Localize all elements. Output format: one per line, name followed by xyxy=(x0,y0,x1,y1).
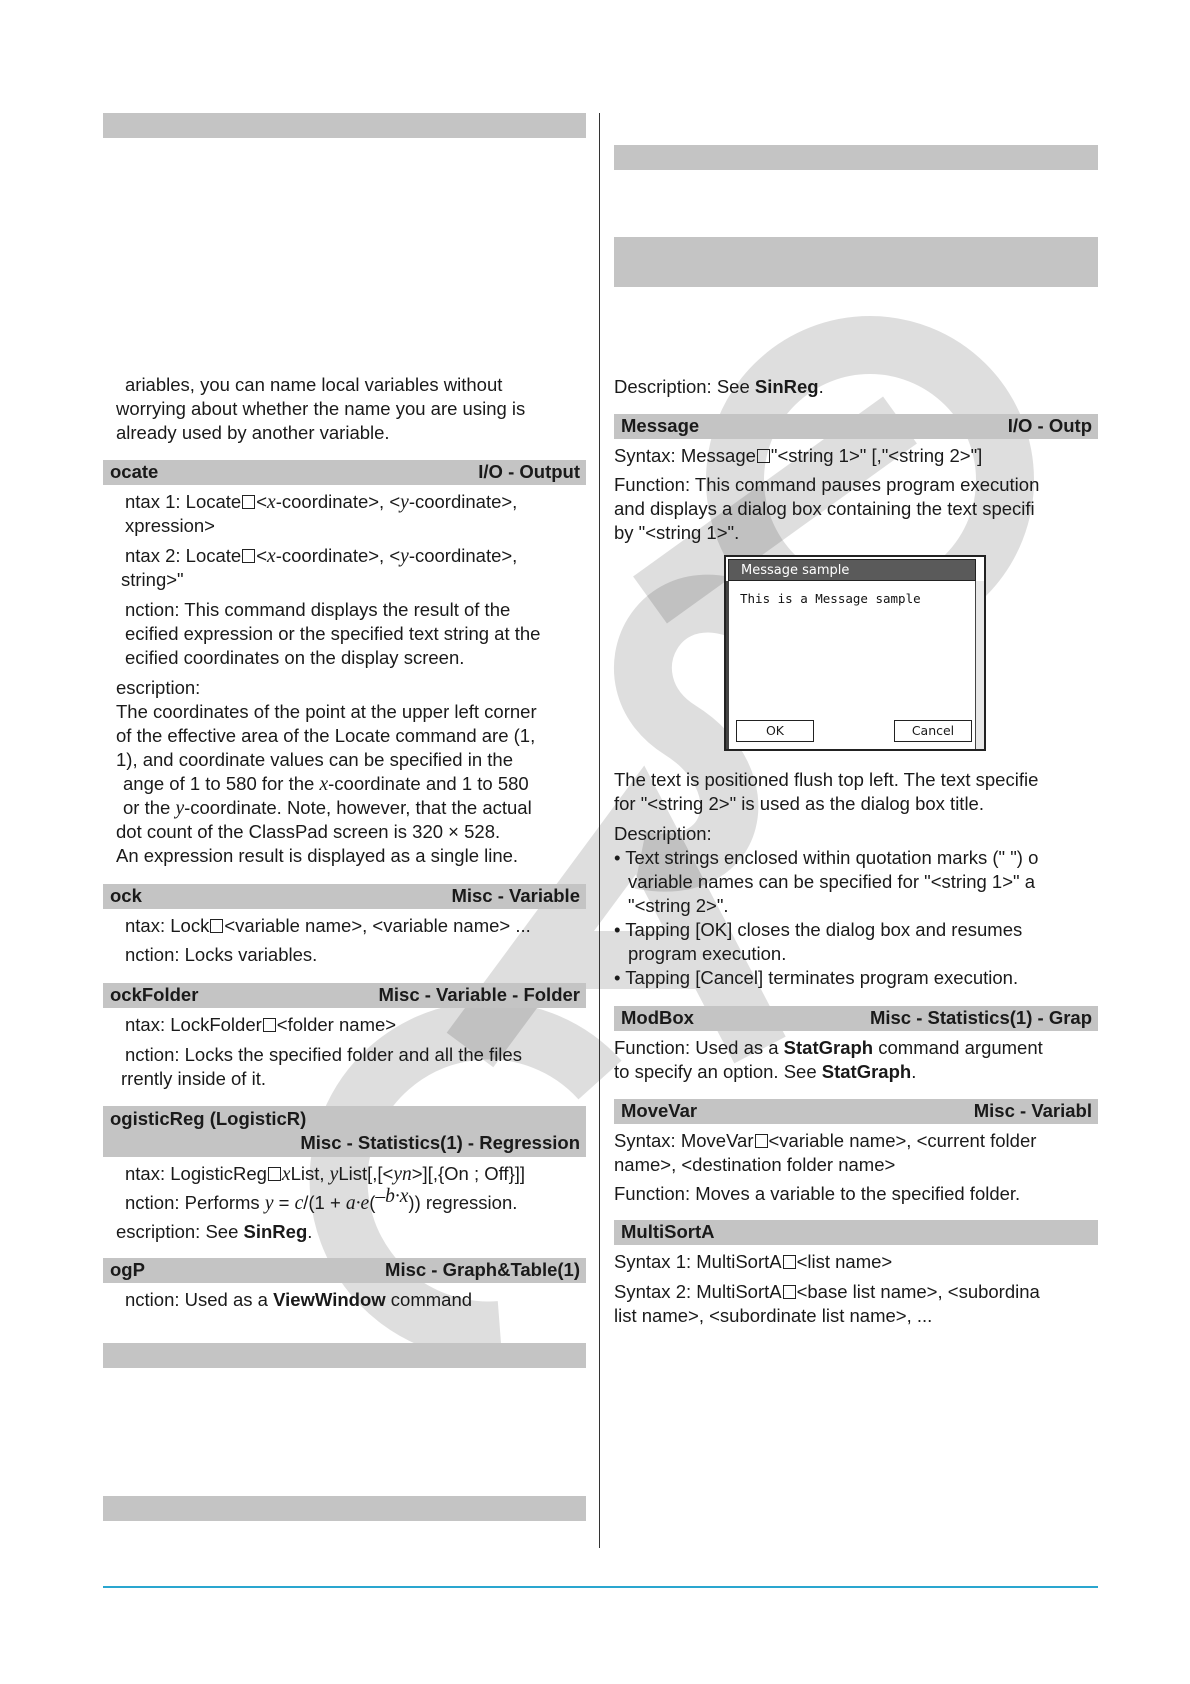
locate-description-1: The coordinates of the point at the upper left corner xyxy=(116,701,537,722)
message-bullet-2-cont: program execution. xyxy=(628,943,787,964)
command-category: Misc - Statistics(1) - Grap xyxy=(869,1007,1092,1028)
ok-button[interactable]: OK xyxy=(736,720,814,742)
command-category: Misc - Variable - Folder xyxy=(378,984,580,1005)
description-see-sinreg: Description: See SinReg. xyxy=(614,376,824,397)
lock-function: nction: Locks variables. xyxy=(125,944,318,965)
command-category: Misc - Variabl xyxy=(973,1100,1092,1121)
space-symbol-icon xyxy=(242,495,255,509)
message-bullet-3: • Tapping [Cancel] terminates program execution. xyxy=(614,967,1019,988)
lockfolder-function-1: nction: Locks the specified folder and all the files xyxy=(125,1044,522,1065)
command-name: ogisticReg (LogisticR) xyxy=(110,1108,307,1129)
logisticreg-function: nction: Performs y = c/(1 + a·e($^{-b\cdot x}$)) regression. xyxy=(125,1185,518,1214)
multisorta-syntax-2-cont: list name>, <subordinate list name>, ... xyxy=(614,1305,933,1326)
command-name: ocate xyxy=(110,461,159,482)
locate-function-3: ecified coordinates on the display screen. xyxy=(125,647,465,668)
locate-function-2: ecified expression or the specified text string at the xyxy=(125,623,541,644)
message-bullet-2: • Tapping [OK] closes the dialog box and resumes xyxy=(614,919,1023,940)
message-description-label: Description: xyxy=(614,823,712,844)
logp-function: nction: Used as a ViewWindow command xyxy=(125,1289,473,1310)
message-bullet-1-cont: variable names can be specified for "<string 1>" a xyxy=(628,871,1035,892)
message-function-3: by "<string 1>". xyxy=(614,522,740,543)
message-dialog-screenshot xyxy=(724,555,986,751)
column-divider xyxy=(599,113,600,1548)
modbox-function-1: Function: Used as a StatGraph command argument xyxy=(614,1037,1043,1058)
command-name: Message xyxy=(621,415,700,436)
command-name: ockFolder xyxy=(110,984,199,1005)
locate-description-label: escription: xyxy=(116,677,201,698)
message-function-1: Function: This command pauses program execution xyxy=(614,474,1040,495)
space-symbol-icon xyxy=(757,449,770,463)
multisorta-header xyxy=(614,1220,1098,1245)
locate-syntax-1: ntax 1: Locate <x-coordinate>, <y-coordinate>, xyxy=(125,491,518,513)
lock-header xyxy=(103,884,586,909)
space-symbol-icon xyxy=(783,1255,796,1269)
modbox-header xyxy=(614,1006,1098,1031)
logp-header xyxy=(103,1258,586,1283)
locate-description-4: ange of 1 to 580 for the x-coordinate and 1 to 580 xyxy=(123,773,529,795)
lockfolder-syntax: ntax: LockFolder <folder name> xyxy=(125,1014,397,1035)
space-symbol-icon xyxy=(755,1134,768,1148)
command-name: ogP xyxy=(110,1259,145,1280)
section-bar xyxy=(614,145,1098,170)
locate-description-3: 1), and coordinate values can be specified in the xyxy=(116,749,513,770)
multisorta-syntax-2: Syntax 2: MultiSortA <base list name>, <subordina xyxy=(614,1281,1040,1302)
movevar-syntax: Syntax: MoveVar <variable name>, <current folder xyxy=(614,1130,1037,1151)
logisticreg-header xyxy=(103,1106,586,1157)
intro-line-1: ariables, you can name local variables without xyxy=(125,374,503,395)
locate-syntax-2-cont: string>" xyxy=(121,569,184,590)
lockfolder-header xyxy=(103,983,586,1008)
locate-syntax-1-cont: xpression> xyxy=(125,515,215,536)
locate-description-6: dot count of the ClassPad screen is 320 × 528. xyxy=(116,821,501,842)
locate-syntax-2: ntax 2: Locate <x-coordinate>, <y-coordinate>, xyxy=(125,545,518,567)
locate-description-5: or the y-coordinate. Note, however, that the actual xyxy=(123,797,532,819)
message-syntax: Syntax: Message "<string 1>" [,"<string 2>"] xyxy=(614,445,983,466)
dialog-title: Message sample xyxy=(728,559,976,581)
lockfolder-function-2: rrently inside of it. xyxy=(121,1068,266,1089)
intro-line-2: worrying about whether the name you are using is xyxy=(116,398,526,419)
locate-description-7: An expression result is displayed as a single line. xyxy=(116,845,519,866)
modbox-function-2: to specify an option. See StatGraph. xyxy=(614,1061,917,1082)
message-function-2: and displays a dialog box containing the text specifi xyxy=(614,498,1035,519)
command-category: Misc - Statistics(1) - Regression xyxy=(300,1132,580,1153)
multisorta-syntax-1: Syntax 1: MultiSortA <list name> xyxy=(614,1251,893,1272)
locate-header xyxy=(103,460,586,485)
message-bullet-1: • Text strings enclosed within quotation marks (" ") o xyxy=(614,847,1039,868)
space-symbol-icon xyxy=(242,549,255,563)
section-bar xyxy=(103,1496,586,1521)
message-after-2: for "<string 2>" is used as the dialog box title. xyxy=(614,793,984,814)
dialog-body-text: This is a Message sample xyxy=(740,591,921,606)
movevar-function: Function: Moves a variable to the specified folder. xyxy=(614,1183,1021,1204)
space-symbol-icon xyxy=(210,919,223,933)
space-symbol-icon xyxy=(263,1018,276,1032)
space-symbol-icon xyxy=(783,1285,796,1299)
command-category: Misc - Variable xyxy=(451,885,580,906)
command-name: MoveVar xyxy=(621,1100,698,1121)
section-bar-double xyxy=(614,237,1098,287)
section-bar xyxy=(103,1343,586,1368)
command-name: ModBox xyxy=(621,1007,694,1028)
command-name: ock xyxy=(110,885,142,906)
command-name: MultiSortA xyxy=(621,1221,715,1242)
command-category: Misc - Graph&Table(1) xyxy=(385,1259,580,1280)
section-bar-top xyxy=(103,113,586,138)
logisticreg-syntax: ntax: LogisticReg xList, yList[,[<yn>][,{On ; Off}]] xyxy=(125,1163,526,1185)
left-border xyxy=(726,581,729,749)
message-header xyxy=(614,414,1098,439)
space-symbol-icon xyxy=(268,1167,281,1181)
intro-line-3: already used by another variable. xyxy=(116,422,390,443)
logisticreg-description: escription: See SinReg. xyxy=(116,1221,313,1242)
message-after-1: The text is positioned flush top left. The text specifie xyxy=(614,769,1039,790)
movevar-header xyxy=(614,1099,1098,1124)
footer-rule xyxy=(103,1586,1098,1588)
command-category: I/O - Output xyxy=(478,461,580,482)
locate-function-1: nction: This command displays the result of the xyxy=(125,599,511,620)
movevar-syntax-cont: name>, <destination folder name> xyxy=(614,1154,896,1175)
locate-description-2: of the effective area of the Locate command are (1, xyxy=(116,725,536,746)
scrollbar[interactable] xyxy=(975,581,984,749)
command-category: I/O - Outp xyxy=(1007,415,1092,436)
lock-syntax: ntax: Lock <variable name>, <variable name> ... xyxy=(125,915,531,936)
cancel-button[interactable]: Cancel xyxy=(894,720,972,742)
message-bullet-1-cont2: "<string 2>". xyxy=(628,895,729,916)
